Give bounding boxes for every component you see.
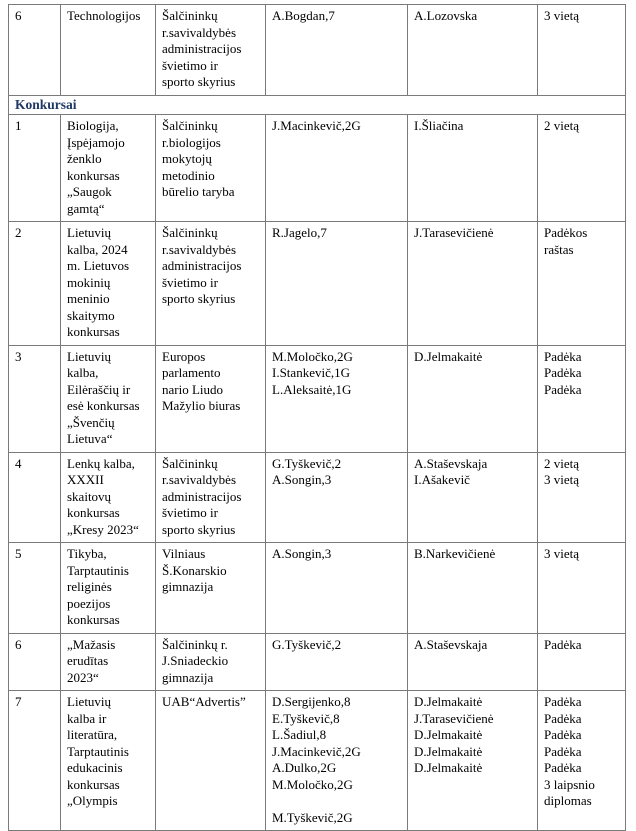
cell-line: J.Tarasevičienė bbox=[414, 225, 494, 240]
teachers-cell bbox=[408, 345, 538, 452]
cell-line: raštas bbox=[544, 241, 574, 257]
cell-line: 3 vietą bbox=[544, 472, 580, 487]
cell-text: 6 bbox=[15, 8, 22, 23]
cell-line: Padėka bbox=[544, 348, 582, 364]
result-cell bbox=[538, 5, 626, 96]
cell-line: skaitovų bbox=[67, 488, 112, 504]
row-number-cell bbox=[9, 345, 61, 452]
cell-line: Padėka bbox=[544, 760, 582, 775]
cell-line: gimnazija bbox=[162, 669, 214, 685]
cell-line: gimnazija bbox=[162, 579, 214, 594]
cell-line: Padėka bbox=[544, 694, 582, 709]
teachers-cell bbox=[408, 691, 538, 831]
subject-cell bbox=[61, 633, 156, 691]
section-title: Konkursai bbox=[9, 95, 626, 115]
cell-line: m. Lietuvos bbox=[67, 258, 130, 273]
cell-line: r.savivaldybės bbox=[162, 24, 237, 40]
cell-line: erudītas bbox=[67, 653, 109, 668]
row-number-cell bbox=[9, 115, 61, 222]
cell-line: r.savivaldybės bbox=[162, 241, 237, 257]
cell-line: metodinio bbox=[162, 167, 215, 183]
cell-line: švietimo ir bbox=[162, 505, 218, 520]
subject-cell bbox=[61, 222, 156, 346]
organizer-cell bbox=[156, 452, 266, 543]
cell-line: 2 vietą bbox=[544, 455, 580, 471]
cell-line: J.Tarasevičienė bbox=[414, 710, 494, 726]
cell-line: Įspėjamojo bbox=[67, 134, 125, 150]
table-row bbox=[9, 633, 626, 691]
result-cell bbox=[538, 222, 626, 346]
cell-text: 1 bbox=[15, 118, 22, 133]
cell-line: Mažylio biuras bbox=[162, 398, 241, 413]
organizer-cell bbox=[156, 115, 266, 222]
cell-line: R.Jagelo,7 bbox=[272, 225, 327, 240]
cell-line: G.Tyškevič,2 bbox=[272, 636, 342, 652]
result-cell bbox=[538, 345, 626, 452]
cell-line: D.Jelmakaitė bbox=[414, 727, 483, 742]
cell-line: M.Moločko,2G bbox=[272, 776, 353, 792]
cell-line: r.biologijos bbox=[162, 134, 221, 150]
cell-line: administracijos bbox=[162, 41, 242, 56]
row-number-cell bbox=[9, 543, 61, 634]
table-row bbox=[9, 222, 626, 346]
cell-line: UAB“Advertis” bbox=[162, 694, 246, 709]
table-row bbox=[9, 452, 626, 543]
cell-line bbox=[272, 793, 403, 810]
subject-cell bbox=[61, 115, 156, 222]
cell-text: 3 bbox=[15, 348, 22, 364]
cell-text: 6 bbox=[15, 636, 22, 652]
organizer-cell bbox=[156, 691, 266, 831]
participants-cell bbox=[266, 115, 408, 222]
subject-cell bbox=[61, 345, 156, 452]
cell-line: Padėkos bbox=[544, 225, 588, 240]
organizer-cell bbox=[156, 222, 266, 346]
cell-line: Lietuvių bbox=[67, 225, 112, 240]
cell-line: sporto skyrius bbox=[162, 74, 236, 89]
subject-cell bbox=[61, 452, 156, 543]
cell-text: 2 bbox=[15, 225, 22, 240]
cell-line: E.Tyškevič,8 bbox=[272, 710, 340, 726]
cell-line: Padėka bbox=[544, 710, 582, 726]
cell-line: gamtą“ bbox=[67, 200, 105, 216]
cell-text: 5 bbox=[15, 546, 22, 561]
table-row bbox=[9, 345, 626, 452]
cell-line: A.Staševskaja bbox=[414, 455, 488, 471]
cell-line: Šalčininkų bbox=[162, 225, 218, 240]
participants-cell bbox=[266, 633, 408, 691]
cell-line: Lietuvių bbox=[67, 348, 112, 364]
cell-line: 2 vietą bbox=[544, 118, 580, 133]
cell-line: „Olympis bbox=[67, 793, 118, 808]
document-page bbox=[8, 4, 626, 831]
cell-line: poezijos bbox=[67, 595, 111, 611]
cell-line: būrelio taryba bbox=[162, 184, 235, 199]
cell-line: Šalčininkų bbox=[162, 118, 218, 133]
cell-line: r.savivaldybės bbox=[162, 472, 237, 487]
cell-line: A.Songin,3 bbox=[272, 546, 332, 561]
result-cell bbox=[538, 543, 626, 634]
cell-line: A.Staševskaja bbox=[414, 636, 488, 652]
cell-line: Šalčininkų r. bbox=[162, 636, 228, 652]
organizer-cell bbox=[156, 543, 266, 634]
cell-line: Padėka bbox=[544, 365, 582, 380]
cell-line: D.Jelmakaitė bbox=[414, 743, 483, 759]
cell-line: kalba ir bbox=[67, 710, 107, 726]
cell-line: Lietuva“ bbox=[67, 431, 113, 446]
cell-line: konkursas bbox=[67, 612, 120, 627]
cell-line: administracijos bbox=[162, 488, 242, 504]
organizer-cell bbox=[156, 5, 266, 96]
section-row bbox=[9, 95, 626, 115]
cell-line: Technologijos bbox=[67, 8, 141, 23]
cell-line: D.Jelmakaitė bbox=[414, 760, 483, 775]
cell-line: 3 vietą bbox=[544, 546, 580, 561]
cell-line: kalba, 2024 bbox=[67, 241, 128, 257]
cell-line: „Saugok bbox=[67, 184, 112, 199]
cell-line: parlamento bbox=[162, 365, 221, 380]
cell-line: religinės bbox=[67, 579, 112, 594]
cell-line: A.Dulko,2G bbox=[272, 760, 337, 775]
cell-line: Tarptautinis bbox=[67, 743, 129, 759]
subject-cell bbox=[61, 543, 156, 634]
cell-line: J.Macinkevič,2G bbox=[272, 118, 361, 133]
subject-cell bbox=[61, 5, 156, 96]
cell-line: I.Stankevič,1G bbox=[272, 365, 350, 380]
organizer-cell bbox=[156, 633, 266, 691]
table-row bbox=[9, 5, 626, 96]
cell-line: A.Songin,3 bbox=[272, 472, 332, 487]
cell-line: švietimo ir bbox=[162, 57, 218, 73]
cell-line: Vilniaus bbox=[162, 546, 206, 561]
teachers-cell bbox=[408, 5, 538, 96]
cell-line: mokinių bbox=[67, 274, 111, 290]
cell-line: administracijos bbox=[162, 258, 242, 273]
cell-line: esė konkursas bbox=[67, 398, 140, 413]
row-number-cell bbox=[9, 222, 61, 346]
participants-cell bbox=[266, 222, 408, 346]
result-cell bbox=[538, 452, 626, 543]
cell-line: „Kresy 2023“ bbox=[67, 521, 139, 537]
teachers-cell bbox=[408, 633, 538, 691]
cell-line: Šalčininkų bbox=[162, 8, 218, 23]
cell-line: Tarptautinis bbox=[67, 562, 129, 578]
results-table-body bbox=[9, 5, 626, 831]
participants-cell bbox=[266, 452, 408, 543]
cell-line: G.Tyškevič,2 bbox=[272, 455, 342, 471]
cell-line: Padėka bbox=[544, 743, 582, 759]
cell-line: D.Jelmakaitė bbox=[414, 348, 483, 364]
cell-line: I.Ašakevič bbox=[414, 472, 470, 487]
cell-line: Lenkų kalba, bbox=[67, 455, 135, 471]
cell-line: edukacinis bbox=[67, 760, 123, 775]
cell-line: sporto skyrius bbox=[162, 521, 236, 537]
participants-cell bbox=[266, 691, 408, 831]
row-number-cell bbox=[9, 691, 61, 831]
cell-line: 3 laipsnio bbox=[544, 776, 595, 792]
participants-cell bbox=[266, 5, 408, 96]
cell-line: Tikyba, bbox=[67, 546, 107, 561]
cell-line: Europos bbox=[162, 348, 206, 364]
teachers-cell bbox=[408, 115, 538, 222]
cell-text: 7 bbox=[15, 694, 22, 709]
cell-line: J.Sniadeckio bbox=[162, 653, 229, 668]
cell-line: konkursas bbox=[67, 324, 120, 339]
cell-line: Š.Konarskio bbox=[162, 562, 227, 578]
cell-line: „Mažasis bbox=[67, 636, 116, 652]
cell-line: konkursas bbox=[67, 505, 120, 520]
cell-line: A.Bogdan,7 bbox=[272, 8, 335, 23]
result-cell bbox=[538, 633, 626, 691]
cell-line: I.Šliačina bbox=[414, 118, 464, 133]
cell-line: XXXII bbox=[67, 472, 104, 487]
organizer-cell bbox=[156, 345, 266, 452]
cell-line: skaitymo bbox=[67, 307, 115, 323]
cell-line: M.Tyškevič,2G bbox=[272, 809, 353, 825]
cell-line: 2023“ bbox=[67, 669, 99, 685]
cell-line: literatūra, bbox=[67, 727, 118, 742]
result-cell bbox=[538, 115, 626, 222]
cell-line: J.Macinkevič,2G bbox=[272, 743, 361, 759]
cell-line: ženklo bbox=[67, 151, 102, 166]
cell-text: 4 bbox=[15, 455, 22, 471]
subject-cell bbox=[61, 691, 156, 831]
cell-line: švietimo ir bbox=[162, 274, 218, 290]
cell-line: „Švenčių bbox=[67, 414, 115, 430]
cell-line: Eilėraščių ir bbox=[67, 381, 131, 397]
cell-line: Biologija, bbox=[67, 118, 119, 133]
cell-line: L.Šadiul,8 bbox=[272, 727, 327, 742]
cell-line: L.Aleksaitė,1G bbox=[272, 381, 352, 397]
teachers-cell bbox=[408, 543, 538, 634]
table-row bbox=[9, 543, 626, 634]
participants-cell bbox=[266, 543, 408, 634]
table-row bbox=[9, 691, 626, 831]
cell-line: Lietuvių bbox=[67, 694, 112, 709]
teachers-cell bbox=[408, 452, 538, 543]
row-number-cell bbox=[9, 633, 61, 691]
cell-line: Padėka bbox=[544, 381, 582, 397]
row-number-cell bbox=[9, 452, 61, 543]
cell-line: A.Lozovska bbox=[414, 8, 478, 23]
cell-line: konkursas bbox=[67, 167, 120, 183]
cell-line: Padėka bbox=[544, 636, 582, 652]
result-cell bbox=[538, 691, 626, 831]
cell-line: B.Narkevičienė bbox=[414, 546, 496, 561]
cell-line: diplomas bbox=[544, 793, 592, 808]
cell-line: nario Liudo bbox=[162, 381, 224, 397]
participants-cell bbox=[266, 345, 408, 452]
teachers-cell bbox=[408, 222, 538, 346]
cell-line: meninio bbox=[67, 291, 110, 306]
cell-line: konkursas bbox=[67, 776, 120, 792]
table-row bbox=[9, 115, 626, 222]
cell-line: Šalčininkų bbox=[162, 455, 218, 471]
cell-line: D.Sergijenko,8 bbox=[272, 694, 351, 709]
cell-line: D.Jelmakaitė bbox=[414, 694, 483, 709]
results-table bbox=[8, 4, 626, 831]
row-number-cell bbox=[9, 5, 61, 96]
cell-line: sporto skyrius bbox=[162, 291, 236, 306]
cell-line: kalba, bbox=[67, 365, 99, 380]
cell-line: M.Moločko,2G bbox=[272, 348, 353, 364]
cell-line: 3 vietą bbox=[544, 8, 580, 23]
cell-line: mokytojų bbox=[162, 151, 212, 166]
cell-line: Padėka bbox=[544, 727, 582, 742]
